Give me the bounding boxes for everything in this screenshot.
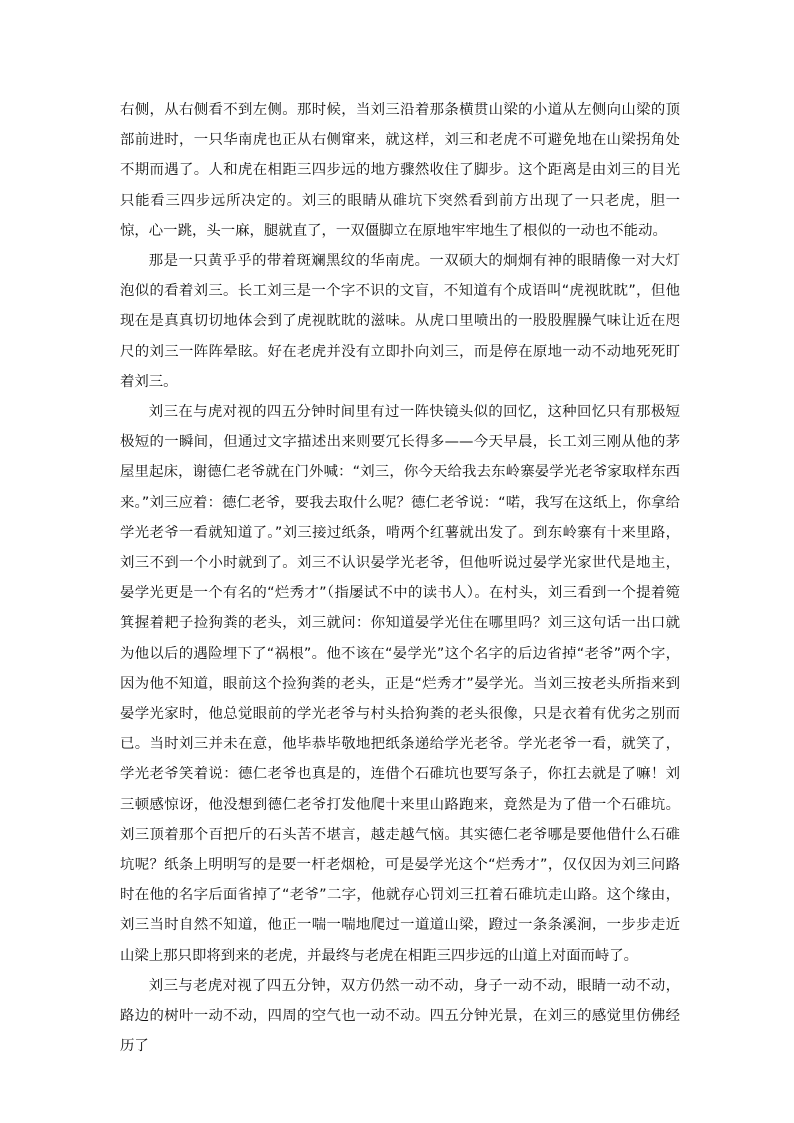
paragraph-4: 刘三与老虎对视了四五分钟，双方仍然一动不动，身子一动不动，眼睛一动不动，路边的树叶一动不动，四周的空气也一动不动。四五分钟光景，在刘三的感觉里仿佛经历了: [120, 977, 680, 1055]
paragraph-3: 刘三在与虎对视的四五分钟时间里有过一阵快镜头似的回忆，这种回忆只有那极短极短的一瞬间，但通过文字描述出来则要冗长得多——今天早晨，长工刘三刚从他的茅屋里起床，谢德仁老爷就在门外喊：“刘三，你今天给我去东岭寨晏学光老爷家取样东西来。”刘三应着：德仁老爷，要我去取什么呢？德仁老爷说：“喏，我写在这纸上，你拿给学光老爷一看就知道了。”刘三接过纸条，啃两个红薯就出发了。到东岭寨有十来里路，刘三不到一个小时就到了。刘三不认识晏学光老爷，但他听说过晏学光家世代是地主，晏学光更是一个有名的“烂秀才”（指屡试不中的读书人）。在村头，刘三看到一个提着箢箕握着耙子捡狗粪的老头，刘三就问：你知道晏学光住在哪里吗？刘三这句话一出口就为他以后的遇险埋下了“祸根”。他不该在“晏学光”这个名字的后边省掉“老爷”两个字，因为他不知道，眼前这个捡狗粪的老头，正是“烂秀才”晏学光。当刘三按老头所指来到晏学光家时，他总觉眼前的学光老爷与村头拾狗粪的老头很像，只是衣着有优劣之别而已。当时刘三并未在意，他毕恭毕敬地把纸条递给学光老爷。学光老爷一看，就笑了，学光老爷笑着说：德仁老爷也真是的，连借个石碓坑也要写条子，你扛去就是了嘛！刘三顿感惊讶，他没想到德仁老爷打发他爬十来里山路跑来，竟然是为了借一个石碓坑。刘三顶着那个百把斤的石头苦不堪言，越走越气恼。其实德仁老爷哪是要他借什么石碓坑呢？纸条上明明写的是要一杆老烟枪，可是晏学光这个“烂秀才”，仅仅因为刘三问路时在他的名字后面省掉了“老爷”二字，他就存心罚刘三扛着石碓坑走山路。这个缘由，刘三当时自然不知道，他正一喘一喘地爬过一道道山梁，蹬过一条条溪涧，一步步走近山梁上那只即将到来的老虎，并最终与老虎在相距三四步远的山道上对面而峙了。: [120, 404, 680, 964]
paragraph-1: 右侧，从右侧看不到左侧。那时候，当刘三沿着那条横贯山梁的小道从左侧向山梁的顶部前进时，一只华南虎也正从右侧窜来，就这样，刘三和老虎不可避免地在山梁拐角处不期而遇了。人和虎在相距三四步远的地方骤然收住了脚步。这个距离是由刘三的目光只能看三四步远所决定的。刘三的眼睛从碓坑下突然看到前方出现了一只老虎，胆一惊，心一跳，头一麻，腿就直了，一双僵脚立在原地牢牢地生了根似的一动也不能动。: [120, 102, 680, 239]
paragraph-2: 那是一只黄乎乎的带着斑斓黑纹的华南虎。一双硕大的炯炯有神的眼睛像一对大灯泡似的看着刘三。长工刘三是一个字不识的文盲，不知道有个成语叫“虎视眈眈”，但他现在是真真切切地体会到了虎视眈眈的滋味。从虎口里喷出的一股股腥臊气味让近在咫尺的刘三一阵阵晕眩。好在老虎并没有立即扑向刘三，而是停在原地一动不动地死死盯着刘三。: [120, 253, 680, 390]
body-text: [120, 95, 680, 1062]
